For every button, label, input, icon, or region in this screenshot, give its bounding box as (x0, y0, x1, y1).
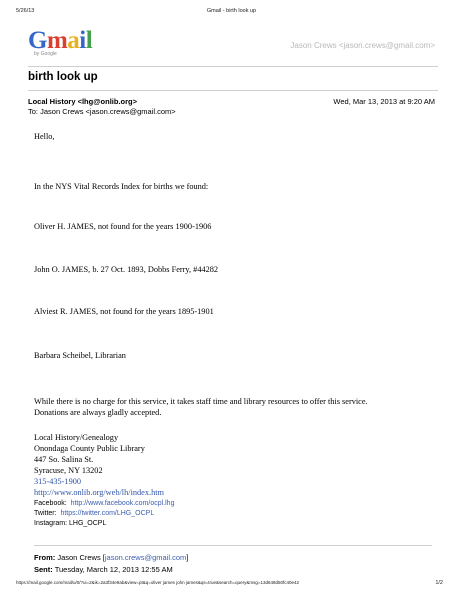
print-date: 5/26/13 (16, 8, 35, 14)
result-item: Oliver H. JAMES, not found for the years 1900-1906 (34, 222, 212, 231)
print-url: https://mail.google.com/mail/u/0/?ui=2&ik=2a3f34e9ab&view=pt&q=oliver james john james&qs=true&search=query&msg=13d648d50fc40e42 (16, 580, 300, 585)
recipient-line: To: Jason Crews <jason.crews@gmail.com> (28, 107, 176, 116)
account-label: Jason Crews <jason.crews@gmail.com> (290, 41, 435, 50)
page-number: 1/2 (435, 580, 443, 586)
message-date: Wed, Mar 13, 2013 at 9:20 AM (333, 97, 435, 106)
sender-name: Local History <lhg@onlib.org> (28, 97, 137, 106)
sender (28, 97, 137, 106)
quoted-from: From: Jason Crews [jason.crews@gmail.com] (34, 553, 189, 562)
librarian-signature: Barbara Scheibel, Librarian (34, 351, 126, 360)
donation-note: While there is no charge for this service, it takes staff time and library resources to offer this service. Donations are always gladly accepted. (34, 397, 368, 417)
phone-link[interactable]: 315-435-1900 (34, 477, 82, 486)
social-links: Facebook: http://www.facebook.com/ocpl.lhg Twitter: https://twitter.com/LHG_OCPL Instagram: LHG_OCPL (34, 500, 175, 527)
website-link[interactable]: http://www.onlib.org/web/lh/index.htm (34, 488, 164, 497)
subject-divider (28, 90, 438, 91)
quoted-sent: Sent: Tuesday, March 12, 2013 12:55 AM (34, 565, 173, 574)
twitter-link[interactable]: https://twitter.com/LHG_OCPL (60, 510, 155, 517)
library-address: Local History/Genealogy Onondaga County Public Library 447 So. Salina St. Syracuse, NY 13202 315-435-1900 http://www.onlib.org/web/lh/index.htm (34, 433, 164, 497)
gmail-logo: Gmail by Google (28, 28, 110, 64)
header-divider (28, 66, 438, 67)
quote-divider (34, 545, 432, 546)
greeting: Hello, (34, 132, 55, 141)
result-item: John O. JAMES, b. 27 Oct. 1893, Dobbs Ferry, #44282 (34, 265, 219, 274)
by-google-label: by Google (34, 51, 57, 57)
instagram-handle: Instagram: LHG_OCPL (34, 520, 107, 527)
facebook-link[interactable]: http://www.facebook.com/ocpl.lhg (70, 500, 175, 507)
print-title: Gmail - birth look up (206, 8, 257, 14)
message-subject: birth look up (28, 71, 98, 83)
result-item: Alviest R. JAMES, not found for the years 1895-1901 (34, 307, 214, 316)
quoted-email-link[interactable]: jason.crews@gmail.com (104, 553, 187, 562)
recipient: Jason Crews <jason.crews@gmail.com> (40, 107, 176, 116)
intro-text: In the NYS Vital Records Index for births we found: (34, 182, 209, 191)
